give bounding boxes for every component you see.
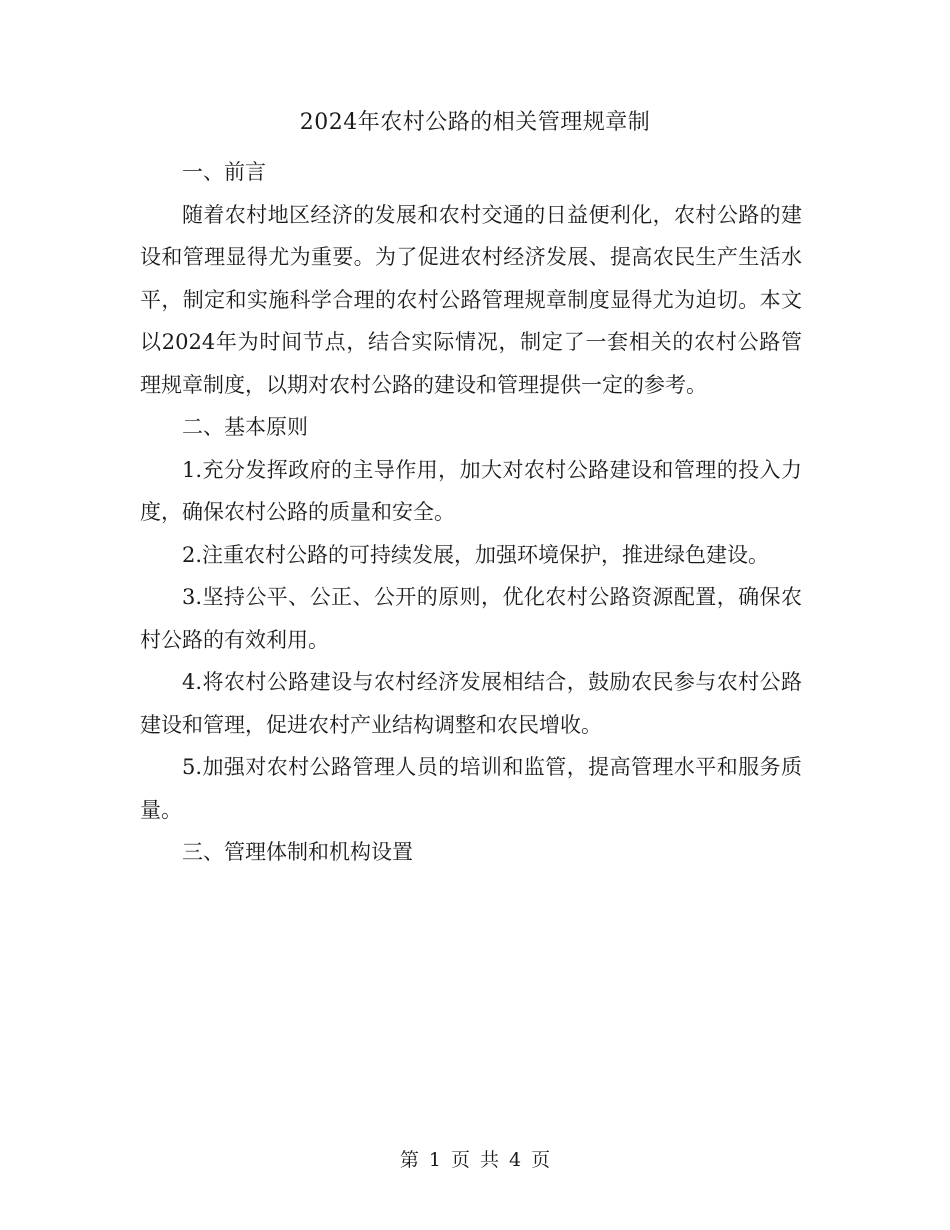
section-heading-principles: 二、基本原则 [182, 415, 308, 439]
section-heading-preface: 一、前言 [182, 160, 266, 184]
principle-item-1: 1.充分发挥政府的主导作用，加大对农村公路建设和管理的投入力度，确保农村公路的质量和安全。 [140, 457, 802, 524]
section-heading-management: 三、管理体制和机构设置 [182, 840, 413, 864]
principle-item-5: 5.加强对农村公路管理人员的培训和监管，提高管理水平和服务质量。 [140, 755, 802, 822]
principle-item-3: 3.坚持公平、公正、公开的原则，优化农村公路资源配置，确保农村公路的有效利用。 [140, 585, 802, 652]
principle-item-4: 4.将农村公路建设与农村经济发展相结合，鼓励农民参与农村公路建设和管理，促进农村产业结构调整和农民增收。 [140, 670, 802, 737]
paragraph-preface-body: 随着农村地区经济的发展和农村交通的日益便利化，农村公路的建设和管理显得尤为重要。为了促进农村经济发展、提高农民生产生活水平，制定和实施科学合理的农村公路管理规章制度显得尤为迫切。本文以2024年为时间节点，结合实际情况，制定了一套相关的农村公路管理规章制度，以期对农村公路的建设和管理提供一定的参考。 [140, 202, 802, 397]
principle-item-2: 2.注重农村公路的可持续发展，加强环境保护，推进绿色建设。 [182, 542, 770, 567]
document-body [140, 151, 802, 874]
page-number-footer: 第 1 页 共 4 页 [399, 1149, 551, 1171]
document-title: 2024年农村公路的相关管理规章制 [299, 110, 651, 135]
